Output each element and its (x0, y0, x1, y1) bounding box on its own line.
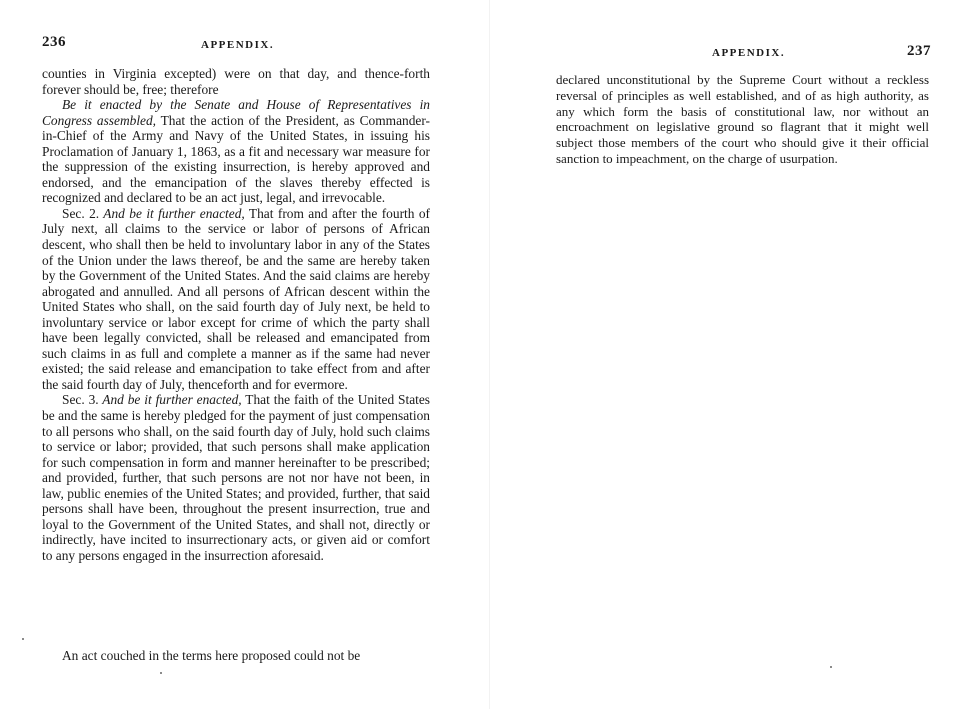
paragraph-section-2: Sec. 2. And be it further enacted, That from and after the fourth of July next, all claims to the service or labor of persons of African descent, who shall then be held to involuntary labor in any of the States of the Union under the laws thereof, be and the same are hereby taken by the Government of the United States. And the said claims are hereby abrogated and annulled. And all persons of African descent within the United States who shall, on the said fourth day of July next, be held to involuntary service or labor except for crime of which the party shall have been legally convicted, shall be released and emancipated from such claims in as full and complete a manner as if the same had never existed; the said release and emancipation to take effect from and after the said fourth day of July, thenceforth and for evermore. (42, 205, 431, 392)
paragraph-section-3: Sec. 3. And be it further enacted, That the faith of the United States be and the same is hereby pledged for the payment of just compensation to all persons who shall, on the said fourth day of July, hold such claims to service or labor; provided, that such persons shall make application for such compensation in form and manner hereinafter to be prescribed; and provided, further, that such persons are not nor have not been, in law, public enemies of the United States; and provided, further, that said persons shall have been, throughout the present insurrection, true and loyal to the Government of the United States, and shall not, directly or indirectly, have incited to insurrectionary acts, or given aid or comfort to any persons engaged in the insurrection aforesaid. (42, 392, 431, 563)
scan-speck (22, 638, 24, 640)
left-body-text (42, 66, 430, 564)
section-label: Sec. 2. (62, 205, 100, 221)
scan-speck (160, 672, 162, 674)
paragraph-continuation: declared unconstitutional by the Supreme Court without a reckless reversal of principles as well established, and of as high authority, as any which form the basis of constitutional law, nor without an encroachment on legislative ground so flagrant that it might well subject those members of the court who should give it their official sanction to impeachment, on the charge of usurpation. (556, 72, 929, 166)
paragraph-enacting-clause: Be it enacted by the Senate and House of Representatives in Congress assembled, That the action of the President, as Commander-in-Chief of the Army and Navy of the United States, in issuing his Proclamation of January 1, 1863, as a fit and necessary war measure for the suppression of the existing insurrection, is hereby approved and endorsed, and the emancipation of the slaves thereby effected is recognized and declared to be an act just, legal, and irrevocable. (42, 97, 430, 206)
left-page-number: 236 (42, 34, 66, 50)
right-running-head: APPENDIX. (712, 47, 786, 59)
paragraph-intro: counties in Virginia excepted) were on that day, and thence-forth forever should be, free; therefore (42, 66, 430, 97)
right-page (490, 0, 980, 709)
scan-speck (830, 666, 832, 668)
right-page-number: 237 (907, 43, 931, 59)
section-label: Sec. 3. (62, 392, 99, 408)
closing-line: An act couched in the terms here proposed could not be (62, 648, 361, 663)
left-running-head: APPENDIX. (201, 39, 275, 51)
right-body-text (556, 72, 929, 167)
